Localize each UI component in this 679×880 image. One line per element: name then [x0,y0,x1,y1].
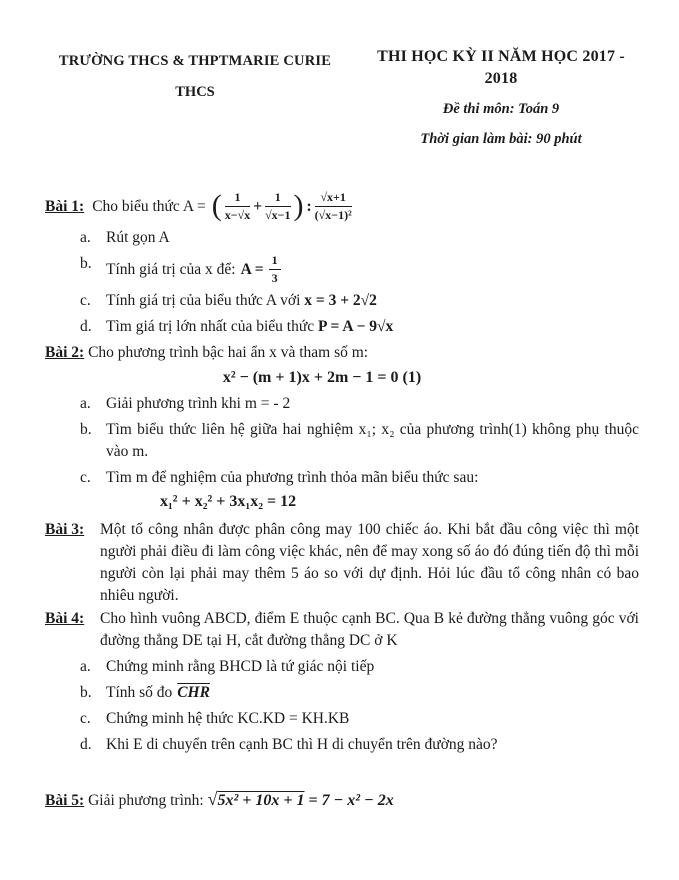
fraction-2: $\frac{1}{√x-1}$ [265,190,291,222]
plus-operator: + [253,197,263,215]
problem-4-item-d [80,734,639,756]
problem-2c-equation: x₁² + x₂² + 3x₁x₂ = 12 [160,493,297,510]
problem-4-items [80,656,639,756]
math-expression: A = [240,260,264,278]
school-name: TRƯỜNG THCS & THPTMARIE CURIE [58,53,332,69]
problem-2-item-c [80,467,639,515]
problem-2-items [80,393,639,515]
problem-3-label: Bài 3: [45,521,85,538]
item-key: d. [80,736,92,753]
radical-sign: √ [207,789,218,809]
equation-rhs: = 7 − x² − 2x [308,792,394,809]
item-text: Chứng minh rằng BHCD là tứ giác nội tiếp [106,658,375,675]
problem-1-item-d [80,316,639,338]
problem-5 [45,788,639,812]
item-text: Tính số đo [106,684,173,701]
fraction-1: $\frac{1}{x-√x}$ [224,190,251,222]
school-abbr: THCS [175,84,215,100]
school-block [45,46,345,103]
problem-2-label: Bài 2: [45,344,85,361]
item-key: b. [80,684,92,701]
item-key: a. [80,395,91,412]
fraction-one-third: $\frac{1}{3}$ [269,253,281,286]
item-text: Tính giá trị của biểu thức A với [106,292,301,309]
problem-5-intro: Giải phương trình: [88,792,204,809]
item-text: Chứng minh hệ thức KC.KD = KH.KB [106,710,350,727]
division-colon: : [306,197,312,215]
problem-1-items [80,227,639,338]
item-text: Rút gọn A [106,229,170,246]
item-key: b. [80,421,92,438]
problem-5-label: Bài 5: [45,792,85,809]
problems [45,190,639,812]
item-text: Tìm biểu thức liên hệ giữa hai nghiệm x₁; x₂ của phương trình(1) không phụ thuộc vào m. [106,421,639,460]
problem-2-equation: x² − (m + 1)x + 2m − 1 = 0 (1) [222,369,422,386]
item-text: Giải phương trình khi m = - 2 [106,395,291,412]
problem-3-text: Một tổ công nhân được phân công may 100 chiếc áo. Khi bắt đầu công việc thì một người phải điều đi làm công việc khác, nên để may xong số áo đó đúng tiến độ thì mỗi người còn lại phải may thêm 5 áo so với dự định. Hỏi lúc đầu tổ công nhân có bao nhiêu người. [100,521,639,604]
header [45,46,639,150]
problem-1-item-c [80,290,639,312]
math-expression: x = 3 + 2√2 [304,292,377,309]
item-text: Tìm giá trị lớn nhất của biểu thức [106,318,315,335]
exam-subject: Đề thi môn: Toán 9 [442,101,560,117]
item-key: a. [80,229,91,246]
exam-info-block [345,46,639,150]
problem-4-intro: Cho hình vuông ABCD, điểm E thuộc cạnh BC. Qua B kẻ đường thẳng vuông góc với đường thẳng DE tại H, cắt đường thẳng DC ở K [100,610,639,649]
problem-1-item-b [80,253,639,286]
item-text: Tìm m để nghiệm của phương trình thỏa mãn biểu thức sau: [106,469,479,486]
problem-1-label: Bài 1: [45,197,85,215]
item-key: d. [80,318,92,335]
problem-2-intro: Cho phương trình bậc hai ẩn x và tham số m: [88,344,369,361]
item-key: c. [80,292,91,309]
problem-1-intro: Cho biểu thức A = [92,197,206,215]
exam-duration: Thời gian làm bài: 90 phút [420,131,582,147]
problem-2-item-a [80,393,639,415]
problem-4-item-a [80,656,639,678]
right-paren: ) [293,188,304,222]
problem-2 [45,342,639,515]
radicand: 5x² + 10x + 1 [217,792,305,809]
fraction-3: $\frac{√x+1}{\text{(√x−1)²}}$ [314,190,352,222]
problem-4 [45,608,639,756]
item-key: a. [80,658,91,675]
angle-notation: $\overline{CHR}$ [177,684,210,701]
math-expression: P = A − 9√x [318,318,394,335]
problem-3 [45,519,639,607]
item-key: c. [80,469,91,486]
item-key: c. [80,710,91,727]
problem-1-formula [212,190,352,223]
problem-4-label: Bài 4: [45,610,85,627]
problem-5-equation [207,789,394,809]
left-paren: ( [211,188,222,222]
item-text: Khi E di chuyển trên cạnh BC thì H di chuyển trên đường nào? [106,736,498,753]
problem-4-item-b [80,682,639,704]
problem-1 [45,190,639,338]
exam-title: THI HỌC KỲ II NĂM HỌC 2017 - 2018 [377,48,625,87]
problem-2-item-b [80,419,639,463]
item-key: b. [80,255,92,272]
problem-2-statement [45,342,639,364]
problem-4-item-c [80,708,639,730]
problem-1-statement [45,190,639,223]
item-text: Tính giá trị của x để: [106,260,236,278]
problem-1-item-a [80,227,639,249]
